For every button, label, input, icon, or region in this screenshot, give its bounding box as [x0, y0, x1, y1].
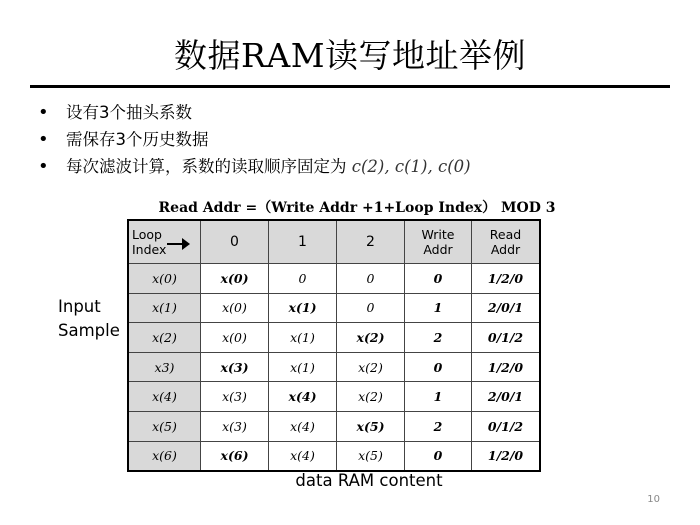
write-addr-cell: 0 — [405, 264, 472, 294]
loop0-cell: x(3) — [201, 382, 269, 412]
read-addr-cell: 1/2/0 — [472, 441, 541, 471]
bullet-text: 每次滤波计算，系数的读取顺序固定为 — [66, 157, 352, 176]
read-addr-formula: Read Addr =（Write Addr +1+Loop Index） MOD 3 — [158, 200, 556, 216]
table-row — [128, 264, 540, 294]
sample-cell: x(1) — [128, 293, 201, 323]
loop-index-header-line1: Loop — [132, 227, 162, 242]
loop0-cell: x(6) — [201, 441, 269, 471]
read-addr-header — [472, 220, 541, 264]
write-addr-header-line2: Addr — [423, 242, 453, 257]
loop0-cell: x(0) — [201, 323, 269, 353]
loop-col-header: 0 — [201, 220, 269, 264]
loop1-cell: x(4) — [269, 411, 337, 441]
loop1-cell: 0 — [269, 264, 337, 294]
loop2-cell: x(5) — [337, 411, 405, 441]
loop1-cell: x(4) — [269, 382, 337, 412]
read-addr-cell: 1/2/0 — [472, 352, 541, 382]
table-row — [128, 352, 540, 382]
write-addr-cell: 1 — [405, 293, 472, 323]
arrow-right-icon — [167, 243, 187, 245]
bullet-list — [38, 101, 471, 182]
table-caption: data RAM content — [295, 471, 443, 490]
bullet-item — [38, 128, 471, 155]
bullet-dot-icon: • — [38, 129, 49, 150]
write-addr-cell: 0 — [405, 441, 472, 471]
coefficient-order: c(2), c(1), c(0) — [351, 157, 471, 176]
bullet-text: 需保存3个历史数据 — [66, 130, 209, 149]
input-sample-label-line2: Sample — [58, 321, 120, 340]
table-row — [128, 411, 540, 441]
bullet-item — [38, 155, 471, 182]
loop0-cell: x(3) — [201, 352, 269, 382]
loop0-cell: x(3) — [201, 411, 269, 441]
read-addr-header-line2: Addr — [490, 242, 521, 257]
read-addr-cell: 0/1/2 — [472, 411, 541, 441]
table-row — [128, 441, 540, 471]
input-sample-label-line1: Input — [58, 297, 101, 316]
sample-cell: x(0) — [128, 264, 201, 294]
read-addr-cell: 2/0/1 — [472, 382, 541, 412]
read-addr-cell: 0/1/2 — [472, 323, 541, 353]
input-sample-label — [58, 295, 120, 343]
write-addr-cell: 0 — [405, 352, 472, 382]
loop2-cell: x(2) — [337, 323, 405, 353]
sample-cell: x(6) — [128, 441, 201, 471]
sample-cell: x(2) — [128, 323, 201, 353]
loop1-cell: x(1) — [269, 323, 337, 353]
loop2-cell: 0 — [337, 264, 405, 294]
table-row — [128, 382, 540, 412]
write-addr-header — [405, 220, 472, 264]
loop-col-header: 2 — [337, 220, 405, 264]
loop1-cell: x(4) — [269, 441, 337, 471]
write-addr-header-line1: Write — [421, 227, 455, 242]
bullet-item — [38, 101, 471, 128]
bullet-dot-icon: • — [38, 102, 49, 123]
slide-title: 数据RAM读写地址举例 — [174, 36, 526, 75]
read-addr-cell: 1/2/0 — [472, 264, 541, 294]
title-underline — [30, 85, 670, 88]
page-number: 10 — [647, 494, 660, 505]
loop2-cell: x(5) — [337, 441, 405, 471]
read-addr-cell: 2/0/1 — [472, 293, 541, 323]
loop1-cell: x(1) — [269, 293, 337, 323]
table-header-row — [128, 220, 540, 264]
bullet-text: 设有3个抽头系数 — [66, 103, 192, 122]
loop2-cell: 0 — [337, 293, 405, 323]
loop2-cell: x(2) — [337, 352, 405, 382]
write-addr-cell: 1 — [405, 382, 472, 412]
loop-index-header — [128, 220, 201, 264]
sample-cell: x(4) — [128, 382, 201, 412]
write-addr-cell: 2 — [405, 411, 472, 441]
bullet-dot-icon: • — [38, 156, 49, 177]
loop0-cell: x(0) — [201, 264, 269, 294]
read-addr-header-line1: Read — [489, 227, 522, 242]
write-addr-cell: 2 — [405, 323, 472, 353]
sample-cell: x(5) — [128, 411, 201, 441]
loop-col-header: 1 — [269, 220, 337, 264]
loop1-cell: x(1) — [269, 352, 337, 382]
loop0-cell: x(0) — [201, 293, 269, 323]
table-row — [128, 293, 540, 323]
table-row — [128, 323, 540, 353]
data-ram-table — [127, 219, 541, 472]
sample-cell: x3) — [128, 352, 201, 382]
loop-index-header-line2: Index — [132, 242, 167, 257]
loop2-cell: x(2) — [337, 382, 405, 412]
